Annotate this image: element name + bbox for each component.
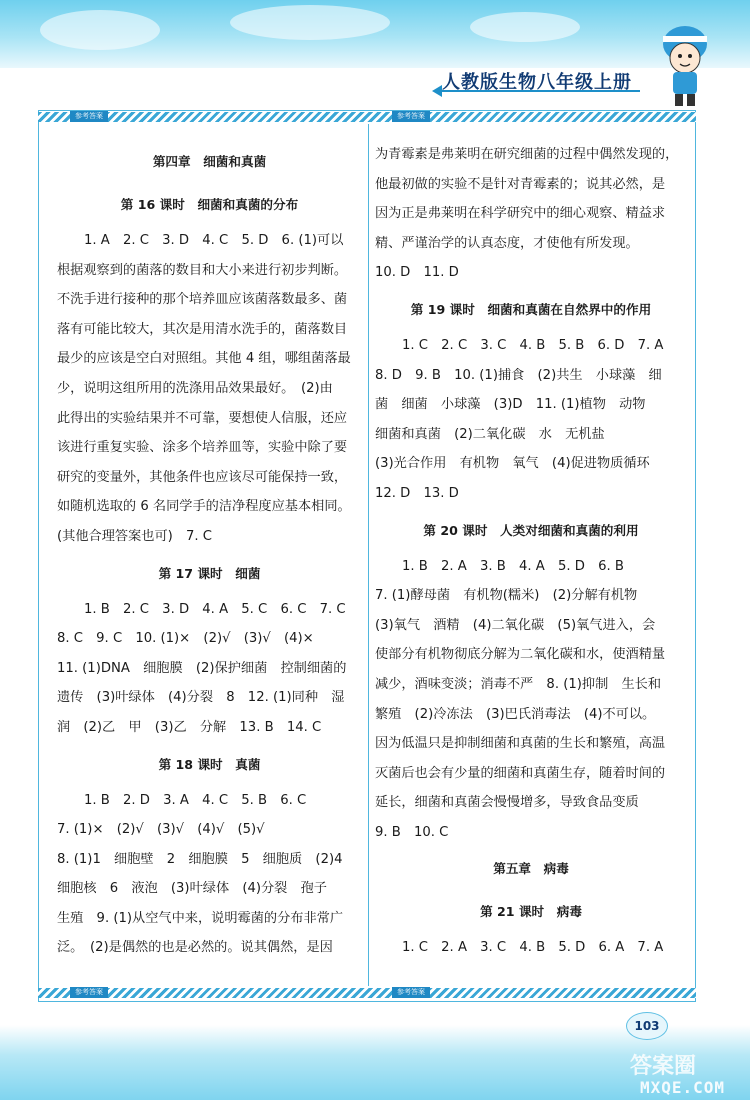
answer-line: 1. C 2. A 3. C 4. B 5. D 6. A 7. A	[402, 940, 664, 956]
right-column	[375, 140, 687, 963]
frame-bottom-stripe	[38, 988, 696, 998]
section-heading: 第 21 课时 病毒	[480, 904, 582, 920]
answer-line: 该进行重复实验、涂多个培养皿等，实验中除了要	[57, 440, 348, 456]
answer-tag: 参考答案	[70, 111, 108, 122]
answer-line: 根据观察到的菌落的数目和大小来进行初步判断。	[57, 262, 348, 278]
watermark-line1: 答案圈	[630, 1054, 697, 1079]
answer-line: 使部分有机物彻底分解为二氧化碳和水，使酒精量	[375, 647, 666, 663]
answer-line: (3)光合作用 有机物 氧气 (4)促进物质循环	[375, 456, 650, 472]
answer-line: 11. (1)DNA 细胞膜 (2)保护细菌 控制细菌的	[57, 660, 347, 676]
answer-line: 此得出的实验结果并不可靠，要想使人信服，还应	[57, 410, 348, 426]
banner-splash	[230, 5, 390, 40]
section-heading: 第 19 课时 细菌和真菌在自然界中的作用	[410, 301, 652, 317]
banner-splash	[470, 12, 580, 42]
answer-line: 细胞核 6 液泡 (3)叶绿体 (4)分裂 孢子	[57, 881, 327, 897]
answer-line: 生殖 9. (1)从空气中来，说明霉菌的分布非常广	[57, 910, 344, 926]
answer-line: (3)氧气 酒精 (4)二氧化碳 (5)氧气进入，会	[375, 617, 656, 633]
answer-line: 1. A 2. C 3. D 4. C 5. D 6. (1)可以	[84, 233, 344, 248]
answer-line: 1. B 2. A 3. B 4. A 5. D 6. B	[402, 558, 624, 574]
answer-line: 润 (2)乙 甲 (3)乙 分解 13. B 14. C	[57, 719, 322, 735]
left-column	[57, 140, 362, 963]
section-heading: 第五章 病毒	[493, 861, 569, 877]
answer-line: 少，说明这组所用的洗涤用品效果最好。 (2)由	[57, 380, 333, 396]
answer-line: 精、严谨治学的认真态度，才使他有所发现。	[375, 235, 639, 251]
answer-line: 落有可能比较大，其次是用清水洗手的，菌落数目	[57, 321, 348, 337]
answer-line: 如随机选取的 6 名同学手的洁净程度应基本相同。	[57, 499, 351, 515]
answer-line: 研究的变量外，其他条件也应该尽可能保持一致，	[57, 469, 348, 485]
banner-splash	[40, 10, 160, 50]
answer-line: 细菌和真菌 (2)二氧化碳 水 无机盐	[375, 426, 605, 442]
answer-line: 因为低温只是抑制细菌和真菌的生长和繁殖，高温	[375, 736, 666, 752]
answer-line: 1. C 2. C 3. C 4. B 5. B 6. D 7. A	[402, 337, 664, 353]
answer-line: 遗传 (3)叶绿体 (4)分裂 8 12. (1)同种 湿	[57, 690, 345, 706]
section-heading: 第 17 课时 细菌	[158, 565, 261, 581]
answer-line: 繁殖 (2)冷冻法 (3)巴氏消毒法 (4)不可以。	[375, 706, 656, 722]
answer-line: 12. D 13. D	[375, 485, 459, 501]
answer-line: 1. B 2. C 3. D 4. A 5. C 6. C 7. C	[84, 601, 346, 617]
answer-line: 延长，细菌和真菌会慢慢增多，导致食品变质	[375, 795, 639, 811]
column-divider	[368, 124, 369, 986]
answer-line: 8. C 9. C 10. (1)× (2)√ (3)√ (4)×	[57, 631, 314, 647]
answer-line: (其他合理答案也可) 7. C	[57, 528, 212, 544]
section-heading: 第 16 课时 细菌和真菌的分布	[120, 197, 299, 212]
answer-line: 菌 细菌 小球藻 (3)D 11. (1)植物 动物	[375, 397, 646, 413]
answer-line: 1. B 2. D 3. A 4. C 5. B 6. C	[84, 792, 307, 808]
mascot-icon	[655, 22, 715, 110]
watermark-url: MXQE.COM	[640, 1078, 726, 1097]
answer-tag: 参考答案	[392, 111, 430, 122]
answer-line: 为青霉素是弗莱明在研究细菌的过程中偶然发现的，	[375, 147, 679, 162]
answer-line: 灭菌后也会有少量的细菌和真菌生存，随着时间的	[375, 765, 666, 781]
answer-tag: 参考答案	[70, 987, 108, 998]
answer-line: 因为正是弗莱明在科学研究中的细心观察、精益求	[375, 206, 666, 222]
answer-line: 减少，酒味变淡；消毒不严 8. (1)抑制 生长和	[375, 676, 662, 692]
answer-line: 不洗手进行接种的那个培养皿应该菌落数最多、菌	[57, 292, 348, 308]
answer-line: 7. (1)酵母菌 有机物(糯米) (2)分解有机物	[375, 588, 638, 604]
section-heading: 第四章 细菌和真菌	[152, 154, 267, 169]
page-number: 103	[626, 1012, 668, 1040]
answer-line: 8. (1)1 细胞壁 2 细胞膜 5 细胞质 (2)4	[57, 851, 343, 867]
frame-top-stripe	[38, 112, 696, 122]
answer-line: 10. D 11. D	[375, 265, 459, 281]
answer-line: 8. D 9. B 10. (1)捕食 (2)共生 小球藻 细	[375, 367, 662, 383]
top-banner	[0, 0, 750, 68]
answer-line: 最少的应该是空白对照组。其他 4 组，哪组菌落最	[57, 351, 351, 367]
answer-line: 7. (1)× (2)√ (3)√ (4)√ (5)√	[57, 822, 265, 838]
section-heading: 第 20 课时 人类对细菌和真菌的利用	[423, 522, 639, 538]
section-heading: 第 18 课时 真菌	[158, 756, 261, 772]
answer-line: 泛。 (2)是偶然的也是必然的。说其偶然，是因	[57, 940, 333, 956]
answer-line: 9. B 10. C	[375, 824, 449, 840]
answer-line: 他最初做的实验不是针对青霉素的；说其必然，是	[375, 176, 666, 192]
book-title: 人教版生物八年级上册	[442, 72, 632, 93]
answer-tag: 参考答案	[392, 987, 430, 998]
